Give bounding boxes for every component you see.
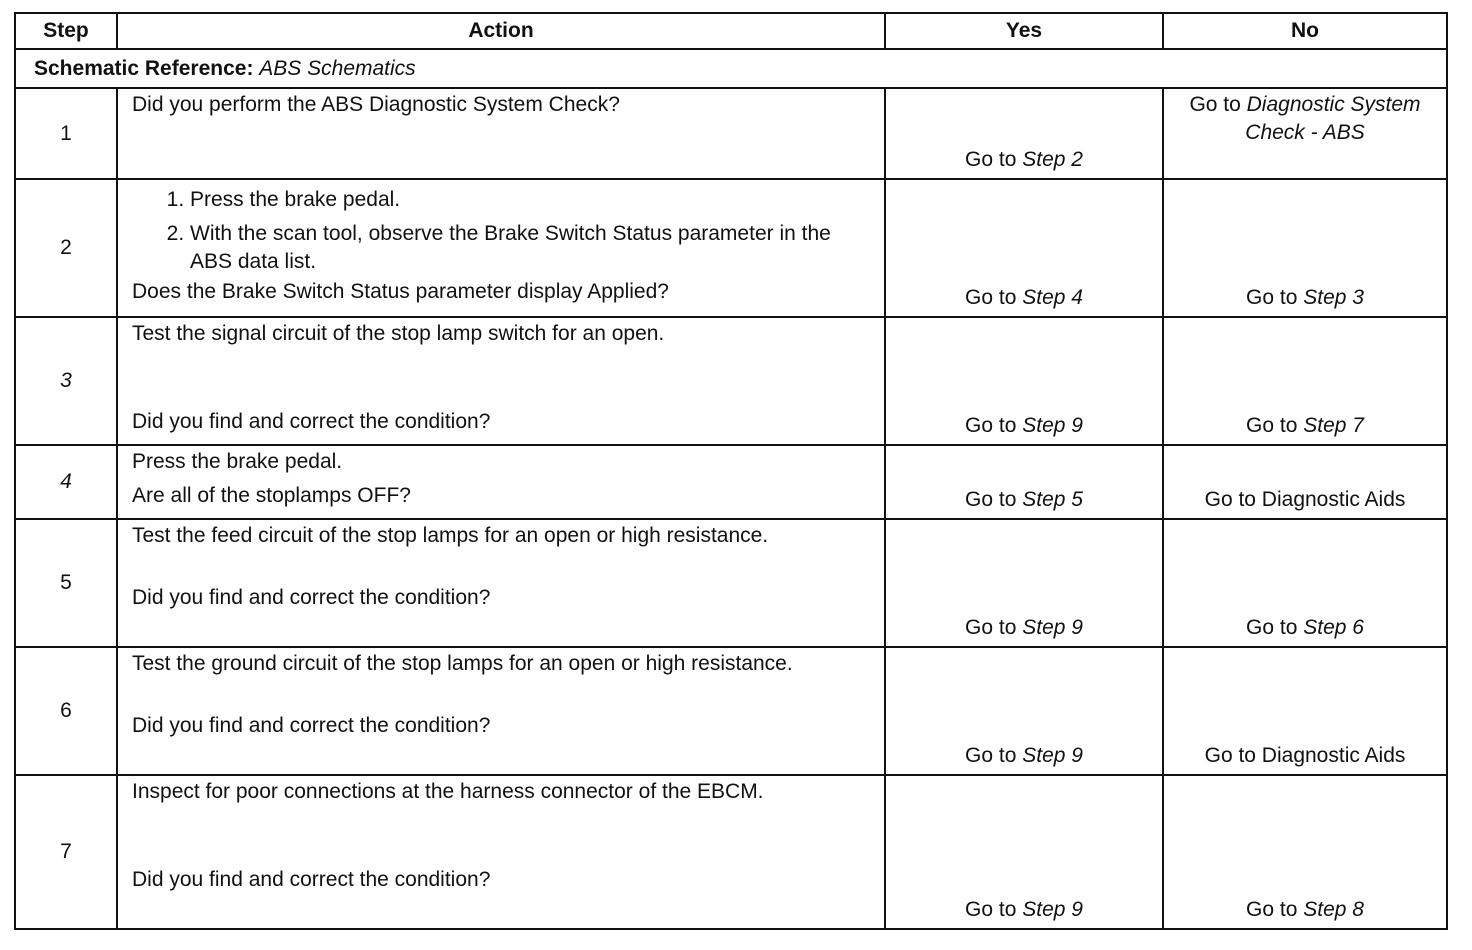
yes-step-link[interactable]: Step 4 (1022, 286, 1083, 309)
table-row (15, 519, 1447, 647)
table-row (15, 775, 1447, 929)
yes-cell (885, 775, 1163, 929)
action-question: Did you find and correct the condition? (132, 410, 491, 433)
no-diagnostic-aids-link[interactable]: Go to Diagnostic Aids (1204, 488, 1406, 511)
action-text: Did you perform the ABS Diagnostic System Check? (132, 93, 620, 116)
no-cell (1163, 445, 1447, 519)
header-action: Action (117, 13, 885, 49)
yes-step-link[interactable]: Step 9 (1022, 744, 1083, 767)
action-question: Are all of the stoplamps OFF? (132, 484, 411, 507)
no-step-link[interactable]: Step 8 (1303, 898, 1364, 921)
action-list-item: 1. Press the brake pedal. (190, 186, 870, 214)
yes-prefix: Go to (965, 616, 1023, 639)
no-cell (1163, 88, 1447, 179)
no-step-link[interactable]: Step 6 (1303, 616, 1364, 639)
action-text: Inspect for poor connections at the harness connector of the EBCM. (132, 780, 764, 803)
action-question: Did you find and correct the condition? (132, 714, 491, 737)
action-cell (117, 519, 885, 647)
action-cell (117, 775, 885, 929)
action-question: Does the Brake Switch Status parameter display Applied? (132, 280, 669, 303)
yes-cell (885, 647, 1163, 775)
header-yes: Yes (885, 13, 1163, 49)
table-row (15, 647, 1447, 775)
header-no: No (1163, 13, 1447, 49)
action-cell (117, 88, 885, 179)
yes-step-link[interactable]: Step 9 (1022, 616, 1083, 639)
no-prefix: Go to (1246, 286, 1304, 309)
action-list (132, 186, 870, 276)
table-row (15, 179, 1447, 317)
yes-prefix: Go to (965, 898, 1023, 921)
schematic-reference-link[interactable]: ABS Schematics (259, 56, 416, 80)
table-row (15, 317, 1447, 445)
yes-prefix: Go to (965, 286, 1023, 309)
table-row (15, 88, 1447, 179)
no-prefix: Go to (1246, 616, 1304, 639)
action-text: Test the ground circuit of the stop lamps for an open or high resistance. (132, 652, 793, 675)
step-number: 3 (15, 317, 117, 445)
action-cell (117, 179, 885, 317)
no-step-link[interactable]: Step 7 (1303, 414, 1364, 437)
step-number: 5 (15, 519, 117, 647)
no-step-link[interactable]: Step 3 (1303, 286, 1364, 309)
schematic-reference (15, 49, 1447, 88)
schematic-reference-label: Schematic Reference: (34, 56, 254, 80)
step-number: 1 (15, 88, 117, 179)
yes-prefix: Go to (965, 488, 1023, 511)
action-cell (117, 647, 885, 775)
no-prefix: Go to (1246, 414, 1304, 437)
step-number: 2 (15, 179, 117, 317)
action-question: Did you find and correct the condition? (132, 868, 491, 891)
yes-cell (885, 317, 1163, 445)
no-cell (1163, 179, 1447, 317)
yes-step-link[interactable]: Step 5 (1022, 488, 1083, 511)
header-row (15, 13, 1447, 49)
no-cell (1163, 647, 1447, 775)
yes-step-link[interactable]: Step 2 (1022, 148, 1083, 171)
yes-prefix: Go to (965, 148, 1023, 171)
yes-cell (885, 445, 1163, 519)
no-prefix: Go to (1246, 898, 1304, 921)
yes-cell (885, 179, 1163, 317)
action-question: Did you find and correct the condition? (132, 586, 491, 609)
action-text: Test the signal circuit of the stop lamp switch for an open. (132, 322, 665, 345)
action-text: Test the feed circuit of the stop lamps for an open or high resistance. (132, 524, 769, 547)
header-step: Step (15, 13, 117, 49)
action-text: Press the brake pedal. (132, 450, 343, 473)
step-number: 7 (15, 775, 117, 929)
step-number: 4 (15, 445, 117, 519)
yes-prefix: Go to (965, 414, 1023, 437)
action-cell (117, 317, 885, 445)
no-cell (1163, 775, 1447, 929)
action-list-item: 2. With the scan tool, observe the Brake Switch Status parameter in the ABS data list. (190, 220, 870, 276)
yes-prefix: Go to (965, 744, 1023, 767)
diagnostic-table (14, 12, 1448, 930)
yes-step-link[interactable]: Step 9 (1022, 898, 1083, 921)
no-cell (1163, 519, 1447, 647)
action-cell (117, 445, 885, 519)
table-row (15, 445, 1447, 519)
no-step-link[interactable]: Diagnostic System Check - ABS (1245, 93, 1421, 144)
no-cell (1163, 317, 1447, 445)
no-prefix: Go to (1189, 93, 1247, 116)
yes-cell (885, 519, 1163, 647)
schematic-reference-row (15, 49, 1447, 88)
step-number: 6 (15, 647, 117, 775)
no-diagnostic-aids-link[interactable]: Go to Diagnostic Aids (1204, 744, 1406, 767)
yes-cell (885, 88, 1163, 179)
yes-step-link[interactable]: Step 9 (1022, 414, 1083, 437)
